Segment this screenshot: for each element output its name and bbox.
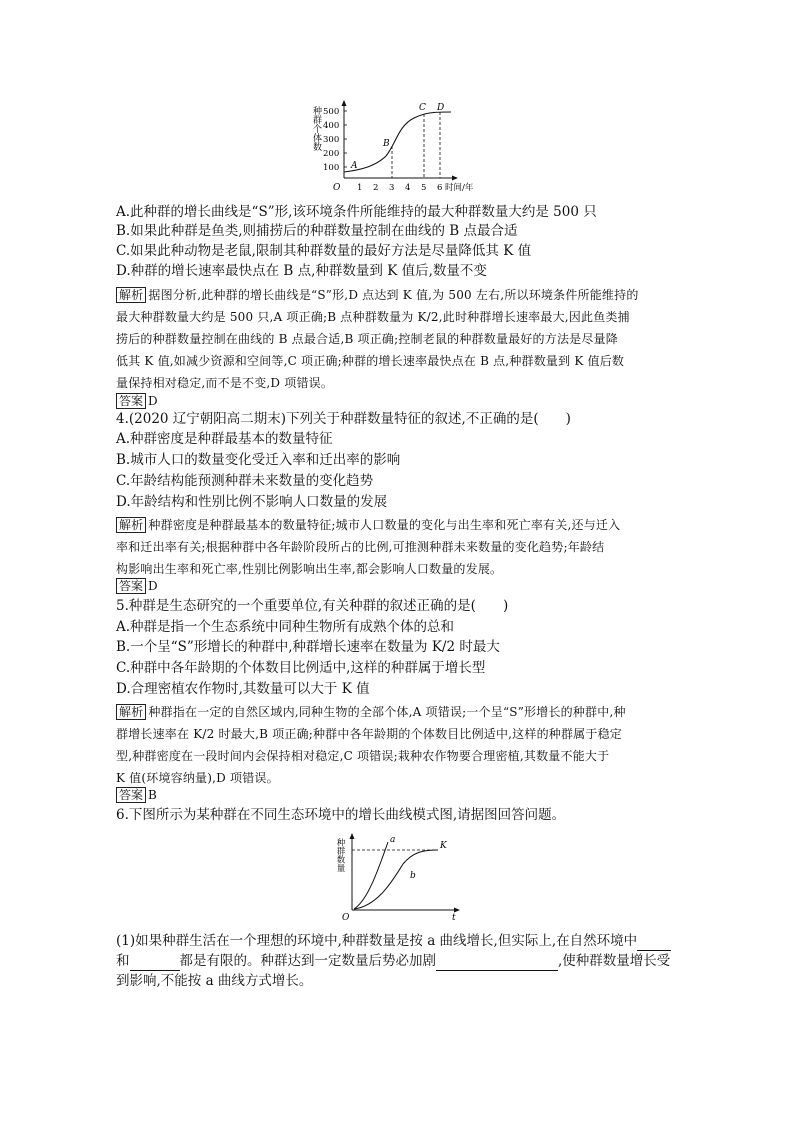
q3-option-a: A.此种群的增长曲线是“S”形,该环境条件所能维持的最大种群数量大约是 500 只 [116, 204, 597, 220]
origin-label: O [333, 183, 341, 193]
q6-stem: 6.下图所示为某种群在不同生态环境中的增长曲线模式图,请据图回答问题。 [116, 807, 566, 823]
q4-stem: 4.(2020 辽宁朝阳高二期末)下列关于种群数量特征的叙述,不正确的是( ) [116, 411, 571, 427]
s-curve [344, 112, 451, 172]
explanation-tag: 解析 [116, 704, 146, 720]
q6-text: 和 [116, 953, 130, 969]
x-axis-label: 时间/年 [445, 183, 474, 193]
y-axis-arrow [350, 833, 355, 839]
y-tick: 400 [323, 121, 340, 131]
answer-tag: 答案 [116, 578, 146, 594]
curve-b [354, 850, 438, 909]
q3-option-d: D.种群的增长速率最快点在 B 点,种群数量到 K 值后,数量不变 [116, 263, 487, 279]
x-ticks [357, 183, 442, 193]
explanation-tag: 解析 [116, 517, 146, 533]
q6-part1-line1 [116, 932, 671, 951]
q4-option-c: C.年龄结构能预测种群未来数量的变化趋势 [116, 473, 374, 489]
answer-value: B [148, 788, 157, 802]
q5-option-a: A.种群是指一个生态系统中同种生物所有成熟个体的总和 [116, 619, 455, 635]
origin-label: O [342, 913, 350, 923]
x-axis-label: t [452, 913, 456, 923]
y-tick: 300 [323, 135, 340, 145]
point-d: D [437, 103, 445, 113]
q4-option-a: A.种群密度是种群最基本的数量特征 [116, 431, 333, 447]
y-tick: 200 [323, 149, 340, 159]
q3-explanation-line: 最大种群数量大约是 500 只,A 项正确;B 点种群数量为 K/2,此时种群增长速率最大,因此鱼类捕 [116, 310, 630, 324]
q3-explanation-line [116, 286, 639, 305]
q5-explanation-line [116, 703, 626, 722]
curve-a [354, 842, 388, 909]
x-tick: 6 [437, 183, 443, 193]
y-tick: 500 [323, 107, 340, 117]
curve-a-label: a [390, 835, 396, 845]
explanation-text: 种群密度是种群最基本的数量特征;城市人口数量的变化与出生率和死亡率有关,还与迁入 [148, 518, 621, 532]
x-tick: 3 [389, 183, 395, 193]
y-axis-arrow [342, 100, 347, 106]
x-axis-arrow [454, 908, 460, 913]
q5-explanation-line: K 值(环境容纳量),D 项错误。 [116, 771, 279, 785]
q5-explanation-line: 型,种群密度在一段时间内会保持相对稳定,C 项错误;栽种农作物要合理密植,其数量不能大于 [116, 749, 610, 763]
q4-explanation-line: 构影响出生率和死亡率,性别比例影响出生率,都会影响人口数量的发展。 [116, 562, 503, 576]
answer-value: D [148, 579, 158, 593]
q4-explanation-line: 率和迁出率有关;根据种群中各年龄阶段所占的比例,可推测种群未来数量的变化趋势;年龄结 [116, 540, 605, 554]
growth-curves-figure [335, 830, 468, 923]
explanation-tag: 解析 [116, 287, 146, 303]
y-ticks [323, 107, 339, 173]
point-b: B [383, 139, 390, 149]
curve-b-label: b [410, 871, 416, 881]
q3-explanation-line: 量保持相对稳定,而不是不变,D 项错误。 [116, 376, 334, 390]
q3-answer [116, 392, 158, 411]
q5-explanation-line: 群增长速率在 K/2 时最大,B 项正确;种群中各年龄期的个体数目比例适中,这样的种群属于稳定 [116, 727, 622, 741]
answer-tag: 答案 [116, 787, 146, 803]
q4-explanation-line [116, 516, 620, 535]
q5-answer [116, 786, 157, 805]
q3-option-c: C.如果此种动物是老鼠,限制其种群数量的最好方法是尽量降低其 K 值 [116, 243, 532, 259]
point-c: C [419, 103, 426, 113]
x-tick: 1 [357, 183, 363, 193]
point-a: A [351, 161, 358, 171]
answer-blank-1[interactable] [637, 936, 671, 951]
q4-answer [116, 577, 158, 596]
q3-option-b: B.如果此种群是鱼类,则捕捞后的种群数量控制在曲线的 B 点最合适 [116, 223, 518, 239]
q5-option-c: C.种群中各年龄期的个体数目比例适中,这样的种群属于增长型 [116, 660, 486, 676]
explanation-text: 种群指在一定的自然区域内,同种生物的全部个体,A 项错误;一个呈“S”形增长的种群中,种 [148, 705, 626, 719]
x-tick: 4 [405, 183, 411, 193]
y-tick: 100 [323, 163, 340, 173]
x-axis-arrow [452, 176, 458, 181]
q5-option-d: D.合理密植农作物时,其数量可以大于 K 值 [116, 681, 370, 697]
answer-tag: 答案 [116, 393, 146, 409]
q6-text: 都是有限的。种群达到一定数量后势必加剧 [179, 953, 436, 969]
x-tick: 2 [373, 183, 379, 193]
q3-explanation-line: 低其 K 值,如减少资源和空间等,C 项正确;种群的增长速率最快点在 B 点,种群数量到 K 值后数 [116, 354, 625, 368]
q6-text: (1)如果种群生活在一个理想的环境中,种群数量是按 a 曲线增长,但实际上,在自然环境中 [116, 933, 638, 949]
q5-option-b: B.一个呈“S”形增长的种群中,种群增长速率在数量为 K/2 时最大 [116, 639, 500, 655]
q4-option-d: D.年龄结构和性别比例不影响人口数量的发展 [116, 494, 388, 510]
q6-part1-line2 [116, 952, 670, 971]
answer-value: D [148, 394, 158, 408]
q3-explanation-line: 捞后的种群数量控制在曲线的 B 点最合适,B 项正确;控制老鼠的种群数量最好的方法是尽量降 [116, 332, 618, 346]
q6-part1-line3: 到影响,不能按 a 曲线方式增长。 [116, 973, 313, 989]
y-axis-label: 种群个体数 [311, 106, 321, 151]
s-curve-figure [306, 98, 486, 198]
answer-blank-3[interactable] [436, 956, 558, 971]
answer-blank-2[interactable] [130, 956, 180, 971]
y-axis-label: 种群数量 [335, 838, 345, 872]
explanation-text: 据图分析,此种群的增长曲线是“S”形,D 点达到 K 值,为 500 左右,所以环境条件所能维持的 [148, 288, 639, 302]
k-label: K [440, 841, 447, 851]
q4-option-b: B.城市人口的数量变化受迁入率和迁出率的影响 [116, 452, 401, 468]
x-tick: 5 [421, 183, 427, 193]
q6-text: ,使种群数量增长受 [558, 953, 671, 969]
q5-stem: 5.种群是生态研究的一个重要单位,有关种群的叙述正确的是( ) [116, 598, 509, 614]
